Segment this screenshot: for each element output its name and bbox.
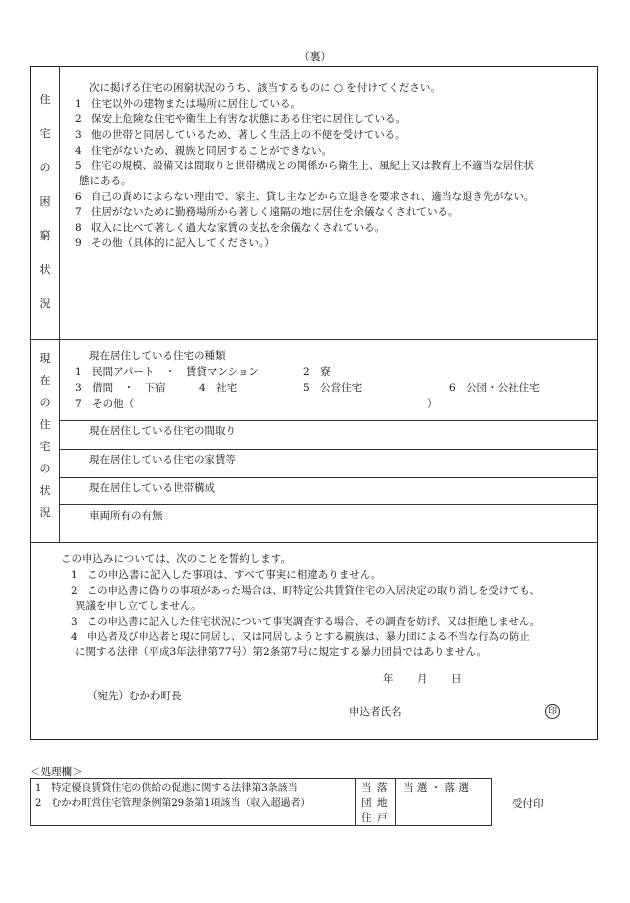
section-divider bbox=[31, 542, 597, 543]
col-label-char: 団 bbox=[361, 797, 372, 809]
hardship-item-8 bbox=[75, 221, 385, 236]
housing-type-7-close: ） bbox=[427, 398, 438, 410]
pledge-item-3 bbox=[71, 615, 540, 630]
row-divider bbox=[59, 420, 597, 421]
item-text: その他（具体的に記入してください。） bbox=[91, 237, 275, 249]
label-column-divider bbox=[59, 67, 60, 542]
label-char: 窮 bbox=[39, 229, 51, 242]
housing-type-1: 1 民間アパート ・ 賃貸マンション bbox=[75, 366, 259, 378]
receipt-stamp-label: 受付印 bbox=[512, 798, 544, 810]
label-char: 状 bbox=[39, 263, 51, 276]
processing-title: ＜処理欄＞ bbox=[30, 766, 83, 778]
item-number: 1 bbox=[71, 569, 78, 581]
col-label-char: 地 bbox=[377, 797, 388, 809]
hardship-intro: 次に掲げる住宅の困窮状況のうち、該当するものに ○ を付けてください。 bbox=[89, 82, 441, 94]
processing-row-1: 1 特定優良賃貸住宅の供給の促進に関する法律第3条該当 bbox=[35, 783, 298, 794]
col-label-char: 当 bbox=[361, 782, 372, 794]
label-char: 在 bbox=[39, 374, 51, 387]
pledge-intro: この申込みについては、次のことを誓約します。 bbox=[61, 553, 291, 565]
housing-rent-label: 現在居住している住宅の家賃等 bbox=[89, 454, 236, 466]
label-char: の bbox=[39, 462, 51, 475]
item-number: 4 bbox=[71, 631, 78, 643]
item-number: 3 bbox=[75, 129, 82, 141]
row-divider bbox=[59, 477, 597, 478]
label-char: 状 bbox=[39, 484, 51, 497]
section-divider bbox=[31, 339, 597, 340]
selection-result: 当 選 ・ 落 選 bbox=[403, 782, 469, 794]
item-text: 他の世帯と同居しているため、著しく生活上の不便を受けている。 bbox=[91, 129, 406, 141]
housing-layout-label: 現在居住している住宅の間取り bbox=[89, 425, 236, 437]
item-text: 住宅がないため、親族と同居することができない。 bbox=[91, 145, 333, 157]
item-number: 3 bbox=[71, 616, 78, 628]
table-divider bbox=[355, 779, 356, 825]
col-label-char: 住 bbox=[361, 812, 372, 824]
item-number: 6 bbox=[75, 191, 82, 203]
label-char: 住 bbox=[39, 93, 51, 106]
item-number: 2 bbox=[71, 585, 78, 597]
item-number: 5 bbox=[75, 160, 82, 172]
housing-type-5: 5 公営住宅 bbox=[303, 382, 363, 394]
item-number: 2 bbox=[75, 113, 82, 125]
item-text: 住宅以外の建物または場所に居住している。 bbox=[91, 98, 301, 110]
household-composition-label: 現在居住している世帯構成 bbox=[89, 482, 215, 494]
item-number: 8 bbox=[75, 222, 82, 234]
item-text: 住居がないために勤務場所から著しく遠隔の地に居住を余儀なくされている。 bbox=[91, 206, 459, 218]
label-char: の bbox=[39, 161, 51, 174]
addressee: （宛先）むかわ町長 bbox=[87, 690, 182, 702]
label-char: 況 bbox=[39, 297, 51, 310]
hardship-item-9 bbox=[75, 236, 275, 251]
date-year-label: 年 bbox=[383, 673, 394, 685]
housing-type-2: 2 寮 bbox=[303, 366, 331, 378]
housing-type-7: 7 その他（ bbox=[75, 398, 135, 410]
item-text: 保安上危険な住宅や衛生上有害な状態にある住宅に居住している。 bbox=[91, 113, 406, 125]
item-text: この申込書に記入した事項は、すべて事実に相違ありません。 bbox=[87, 569, 382, 581]
pledge-item-4-cont: に関する法律（平成3年法律第77号）第2条第7号に規定する暴力団員ではありません。 bbox=[75, 646, 488, 658]
hardship-item-5-cont: 態にある。 bbox=[79, 175, 132, 187]
pledge-item-4 bbox=[71, 630, 530, 645]
label-char: 宅 bbox=[39, 440, 51, 453]
col-label-char: 落 bbox=[377, 782, 388, 794]
item-number: 9 bbox=[75, 237, 82, 249]
item-number: 4 bbox=[75, 145, 82, 157]
item-text: この申込書に記入した住宅状況について事実調査する場合、その調査を妨げ、又は拒絶しません。 bbox=[87, 616, 541, 628]
date-month-label: 月 bbox=[417, 673, 428, 685]
housing-type-6: 6 公団・公社住宅 bbox=[449, 382, 540, 394]
label-char: 宅 bbox=[39, 127, 51, 140]
hardship-item-1 bbox=[75, 97, 301, 112]
item-text: 申込者及び申込者と現に同居し、又は同居しようとする親族は、暴力団による不当な行為の防止 bbox=[87, 631, 530, 643]
applicant-name-label: 申込者氏名 bbox=[349, 706, 402, 718]
processing-row-2: 2 むかわ町営住宅管理条例第29条第1項該当（収入超過者） bbox=[35, 798, 311, 809]
hardship-item-3 bbox=[75, 128, 406, 143]
hardship-item-2 bbox=[75, 112, 406, 127]
pledge-item-1 bbox=[71, 568, 381, 583]
label-char: の bbox=[39, 396, 51, 409]
housing-type-3: 3 借間 ・ 下宿 bbox=[75, 382, 166, 394]
item-text: 住宅の規模、設備又は間取りと世帯構成との関係から衛生上、風紀上又は教育上不適当な居住状 bbox=[91, 160, 534, 172]
table-divider bbox=[395, 779, 396, 825]
housing-type-4: 4 社宅 bbox=[199, 382, 238, 394]
item-number: 1 bbox=[75, 98, 82, 110]
page-title: （裏） bbox=[298, 50, 332, 63]
hardship-item-5 bbox=[75, 159, 534, 174]
application-form-back bbox=[30, 66, 598, 740]
item-text: 自己の責めによらない理由で、家主、貸し主などから立退きを要求され、適当な退き先がない。 bbox=[91, 191, 535, 203]
pledge-item-2-cont: 異議を申し立てしません。 bbox=[75, 600, 202, 612]
pledge-item-2 bbox=[71, 584, 540, 599]
label-char: 困 bbox=[39, 195, 51, 208]
row-divider bbox=[59, 449, 597, 450]
row-divider bbox=[59, 504, 597, 505]
item-text: 収入に比べて著しく過大な家賃の支払を余儀なくされている。 bbox=[91, 222, 385, 234]
item-number: 7 bbox=[75, 206, 82, 218]
col-label-char: 戸 bbox=[377, 812, 388, 824]
processing-table bbox=[30, 778, 492, 826]
label-char: 住 bbox=[39, 418, 51, 431]
hardship-item-4 bbox=[75, 144, 332, 159]
date-day-label: 日 bbox=[451, 673, 462, 685]
housing-type-heading: 現在居住している住宅の種類 bbox=[89, 350, 226, 362]
hardship-item-7 bbox=[75, 205, 459, 220]
item-text: この申込書に偽りの事項があった場合は、町特定公共賃貸住宅の入居決定の取り消しを受けても、 bbox=[87, 585, 540, 597]
seal-mark: 印 bbox=[545, 704, 560, 719]
label-char: 現 bbox=[39, 352, 51, 365]
label-char: 況 bbox=[39, 506, 51, 519]
hardship-item-6 bbox=[75, 190, 534, 205]
vehicle-ownership-label: 車両所有の有無 bbox=[89, 510, 163, 522]
